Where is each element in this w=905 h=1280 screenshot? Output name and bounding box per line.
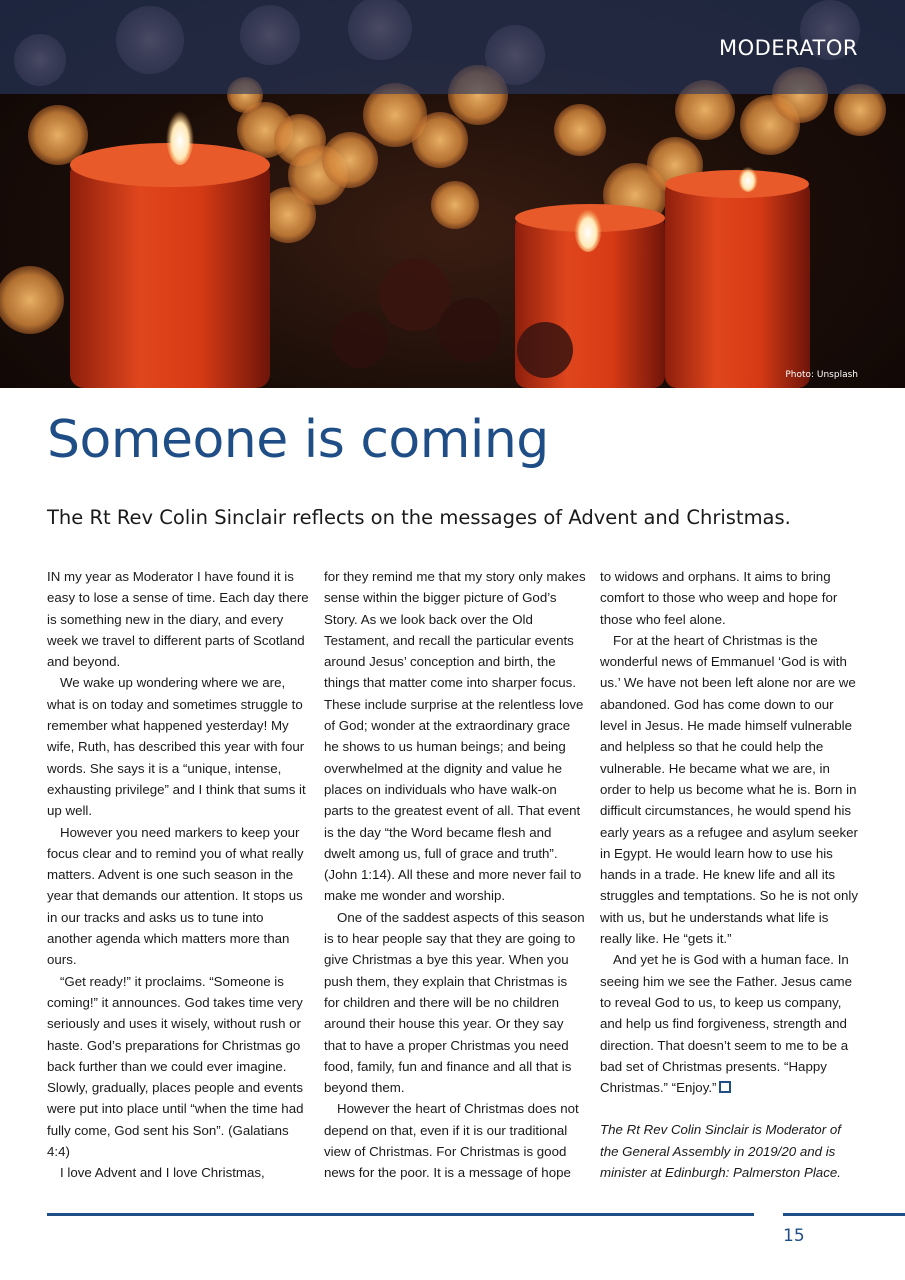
- end-mark-icon: [719, 1081, 731, 1093]
- article-title: Someone is coming: [47, 410, 549, 470]
- paragraph-text: And yet he is God with a human face. In seeing him we see the Father. Jesus came to reveal God to us, to keep us company, and help us find forgiveness, strength and direction. That doesn’t seem to me to be a bad set of Christmas presents. “Happy Christmas.” “Enjoy.”: [600, 952, 853, 1096]
- paragraph: We wake up wondering where we are, what is on today and sometimes struggle to remember what happened yesterday! My wife, Ruth, has described this year with four words. She says it is a “unique, intense, exhausting privilege” and I think that sums it up well.: [47, 675, 306, 819]
- paragraph-closing: [600, 949, 862, 1098]
- section-label: MODERATOR: [718, 36, 858, 60]
- article-column-1: [47, 566, 309, 1184]
- article-subtitle: The Rt Rev Colin Sinclair reflects on the messages of Advent and Christmas.: [47, 506, 791, 529]
- hero-photo: [0, 0, 905, 388]
- paragraph: to widows and orphans. It aims to bring comfort to those who weep and hope for those who feel alone.: [600, 569, 838, 627]
- article-column-2: [324, 566, 586, 1184]
- author-note: The Rt Rev Colin Sinclair is Moderator of the General Assembly in 2019/20 and is minister at Edinburgh: Palmerston Place.: [600, 1122, 841, 1181]
- photo-credit: Photo: Unsplash: [785, 370, 858, 380]
- page-number: 15: [783, 1226, 805, 1246]
- footer-rule-page: [783, 1213, 905, 1216]
- paragraph: One of the saddest aspects of this season is to hear people say that they are going to give Christmas a bye this year. When you push them, they explain that Christmas is for children and there will be no children around their house this year. Or they say that to have a proper Christmas you need food, family, fun and finance and all that is beyond them.: [324, 909, 585, 1096]
- paragraph: for they remind me that my story only makes sense within the bigger picture of God’s Story. As we look back over the Old Testament, and recall the particular events around Jesus’ conception and birth, the things that matter come into sharper focus. These include surprise at the relentless love of God; wonder at the extraordinary grace he shows to us human beings; and being overwhelmed at the dignity and value he places on individuals who have walk-on parts to the greatest event of all. That event is the day “the Word became flesh and dwelt among us, full of grace and truth”. (John 1:14). All these and more never fail to make me wonder and worship.: [324, 569, 586, 904]
- paragraph: However you need markers to keep your focus clear and to remind you of what really matters. Advent is one such season in the year that demands our attention. It stops us in our tracks and asks us to tune into another agenda which matters more than ours.: [47, 824, 304, 968]
- paragraph: “Get ready!” it proclaims. “Someone is coming!” it announces. God takes time very seriously and uses it wisely, without rush or haste. God’s preparations for Christmas go back further than we could ever imagine. Slowly, gradually, places people and events were put into place until “when the time had fully come, God sent his Son”. (Galatians 4:4): [47, 973, 304, 1160]
- footer-rule: [47, 1213, 754, 1216]
- paragraph: For at the heart of Christmas is the wonderful news of Emmanuel ‘God is with us.’ We have not been left alone nor are we abandoned. God has come down to our level in Jesus. He made himself vulnerable and helpless so that he could help the vulnerable. He became what we are, in order to help us become what he is. Born in difficult circumstances, he would spend his early years as a refugee and asylum seeker in Egypt. He would learn how to use his hands in a trade. He knew life and all its struggles and temptations. So he is not only with us, but he understands what life is really like. He “gets it.”: [600, 632, 858, 947]
- paragraph: However the heart of Christmas does not depend on that, even if it is our traditional view of Christmas. For Christmas is good news for the poor. It is a message of hope: [324, 1101, 579, 1181]
- paragraph: I love Advent and I love Christmas,: [60, 1165, 265, 1181]
- paragraph: IN my year as Moderator I have found it is easy to lose a sense of time. Each day there is something new in the diary, and every week we travel to different parts of Scotland and beyond.: [47, 569, 309, 670]
- article-column-3: [600, 566, 862, 1183]
